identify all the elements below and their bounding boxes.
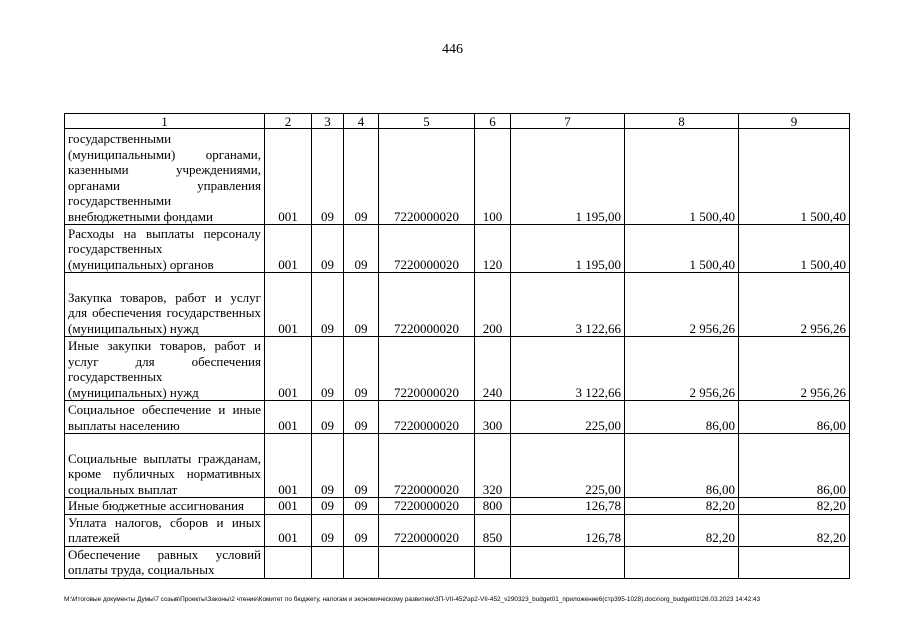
row-description: Иные закупки товаров, работ и услуг для обеспечения государственных (муниципальных) нужд — [65, 337, 265, 401]
row-description: Уплата налогов, сборов и иных платежей — [65, 514, 265, 546]
cell-subsection: 09 — [344, 129, 379, 225]
cell-expense-type: 300 — [475, 401, 511, 434]
table-row — [65, 401, 850, 434]
cell-subsection: 09 — [344, 225, 379, 273]
cell-target-article: 7220000020 — [379, 129, 475, 225]
cell-amount-7: 225,00 — [511, 434, 625, 498]
cell-subsection: 09 — [344, 401, 379, 434]
row-description: Расходы на выплаты персоналу государственных (муниципальных) органов — [65, 225, 265, 273]
header-cell-6: 6 — [475, 114, 511, 129]
header-cell-5: 5 — [379, 114, 475, 129]
cell-amount-8: 82,20 — [625, 498, 739, 515]
cell-ministry-code: 001 — [265, 514, 312, 546]
cell-amount-8 — [625, 546, 739, 578]
header-cell-2: 2 — [265, 114, 312, 129]
cell-target-article: 7220000020 — [379, 225, 475, 273]
cell-amount-8: 82,20 — [625, 514, 739, 546]
header-cell-4: 4 — [344, 114, 379, 129]
table-row — [65, 129, 850, 225]
cell-ministry-code — [265, 546, 312, 578]
cell-target-article: 7220000020 — [379, 401, 475, 434]
cell-amount-9: 82,20 — [739, 498, 850, 515]
header-cell-1: 1 — [65, 114, 265, 129]
cell-amount-7: 225,00 — [511, 401, 625, 434]
cell-amount-8: 86,00 — [625, 401, 739, 434]
header-cell-8: 8 — [625, 114, 739, 129]
cell-amount-7: 1 195,00 — [511, 225, 625, 273]
cell-ministry-code: 001 — [265, 434, 312, 498]
cell-subsection: 09 — [344, 434, 379, 498]
row-description: Иные бюджетные ассигнования — [65, 498, 265, 515]
cell-target-article: 7220000020 — [379, 498, 475, 515]
table-row — [65, 273, 850, 337]
cell-expense-type — [475, 546, 511, 578]
cell-expense-type: 320 — [475, 434, 511, 498]
header-cell-9: 9 — [739, 114, 850, 129]
cell-target-article: 7220000020 — [379, 434, 475, 498]
table-row — [65, 546, 850, 578]
cell-subsection: 09 — [344, 498, 379, 515]
cell-amount-9: 1 500,40 — [739, 129, 850, 225]
cell-ministry-code: 001 — [265, 225, 312, 273]
cell-ministry-code: 001 — [265, 337, 312, 401]
cell-section: 09 — [312, 129, 344, 225]
cell-expense-type: 100 — [475, 129, 511, 225]
cell-ministry-code: 001 — [265, 129, 312, 225]
row-description: Обеспечение равных условий оплаты труда, социальных — [65, 546, 265, 578]
cell-amount-8: 1 500,40 — [625, 225, 739, 273]
cell-target-article — [379, 546, 475, 578]
header-cell-7: 7 — [511, 114, 625, 129]
cell-ministry-code: 001 — [265, 273, 312, 337]
cell-section: 09 — [312, 434, 344, 498]
cell-expense-type: 800 — [475, 498, 511, 515]
cell-amount-9: 82,20 — [739, 514, 850, 546]
cell-amount-7 — [511, 546, 625, 578]
cell-expense-type: 240 — [475, 337, 511, 401]
cell-subsection: 09 — [344, 273, 379, 337]
cell-amount-8: 2 956,26 — [625, 337, 739, 401]
table-row — [65, 225, 850, 273]
header-cell-3: 3 — [312, 114, 344, 129]
cell-target-article: 7220000020 — [379, 273, 475, 337]
cell-ministry-code: 001 — [265, 498, 312, 515]
cell-amount-7: 3 122,66 — [511, 337, 625, 401]
document-path-footer: M:\Итоговые документы Думы\7 созыв\Проекты\Законы\2 чтение\Комитет по бюджету, налогам и экономическому развитию\ЗП-VII-452\зр2-VII-452_v290323_budget01_приложение6(стр395-1028).docx\org_budget01\28.03.2023 14:42:43 — [64, 596, 761, 603]
cell-expense-type: 200 — [475, 273, 511, 337]
cell-amount-7: 1 195,00 — [511, 129, 625, 225]
cell-ministry-code: 001 — [265, 401, 312, 434]
cell-section: 09 — [312, 498, 344, 515]
budget-table — [64, 113, 850, 579]
cell-amount-8: 1 500,40 — [625, 129, 739, 225]
cell-section: 09 — [312, 225, 344, 273]
cell-amount-9 — [739, 546, 850, 578]
table-header-row — [65, 114, 850, 129]
cell-amount-9: 2 956,26 — [739, 273, 850, 337]
cell-amount-8: 86,00 — [625, 434, 739, 498]
table-row — [65, 434, 850, 498]
cell-section — [312, 546, 344, 578]
cell-subsection: 09 — [344, 514, 379, 546]
cell-section: 09 — [312, 273, 344, 337]
row-description: Закупка товаров, работ и услуг для обеспечения государственных (муниципальных) нужд — [65, 273, 265, 337]
cell-amount-9: 1 500,40 — [739, 225, 850, 273]
cell-amount-9: 2 956,26 — [739, 337, 850, 401]
cell-subsection — [344, 546, 379, 578]
cell-target-article: 7220000020 — [379, 337, 475, 401]
row-description: государственными (муниципальными) органами, казенными учреждениями, органами управления государственными внебюджетными фондами — [65, 129, 265, 225]
cell-subsection: 09 — [344, 337, 379, 401]
row-description: Социальные выплаты гражданам, кроме публичных нормативных социальных выплат — [65, 434, 265, 498]
cell-section: 09 — [312, 337, 344, 401]
cell-amount-9: 86,00 — [739, 434, 850, 498]
cell-amount-7: 126,78 — [511, 514, 625, 546]
cell-section: 09 — [312, 401, 344, 434]
cell-amount-7: 126,78 — [511, 498, 625, 515]
table-row — [65, 514, 850, 546]
cell-amount-7: 3 122,66 — [511, 273, 625, 337]
cell-section: 09 — [312, 514, 344, 546]
cell-expense-type: 850 — [475, 514, 511, 546]
cell-amount-8: 2 956,26 — [625, 273, 739, 337]
cell-target-article: 7220000020 — [379, 514, 475, 546]
cell-expense-type: 120 — [475, 225, 511, 273]
cell-amount-9: 86,00 — [739, 401, 850, 434]
row-description: Социальное обеспечение и иные выплаты населению — [65, 401, 265, 434]
page-number: 446 — [442, 42, 463, 57]
table-row — [65, 498, 850, 515]
table-row — [65, 337, 850, 401]
